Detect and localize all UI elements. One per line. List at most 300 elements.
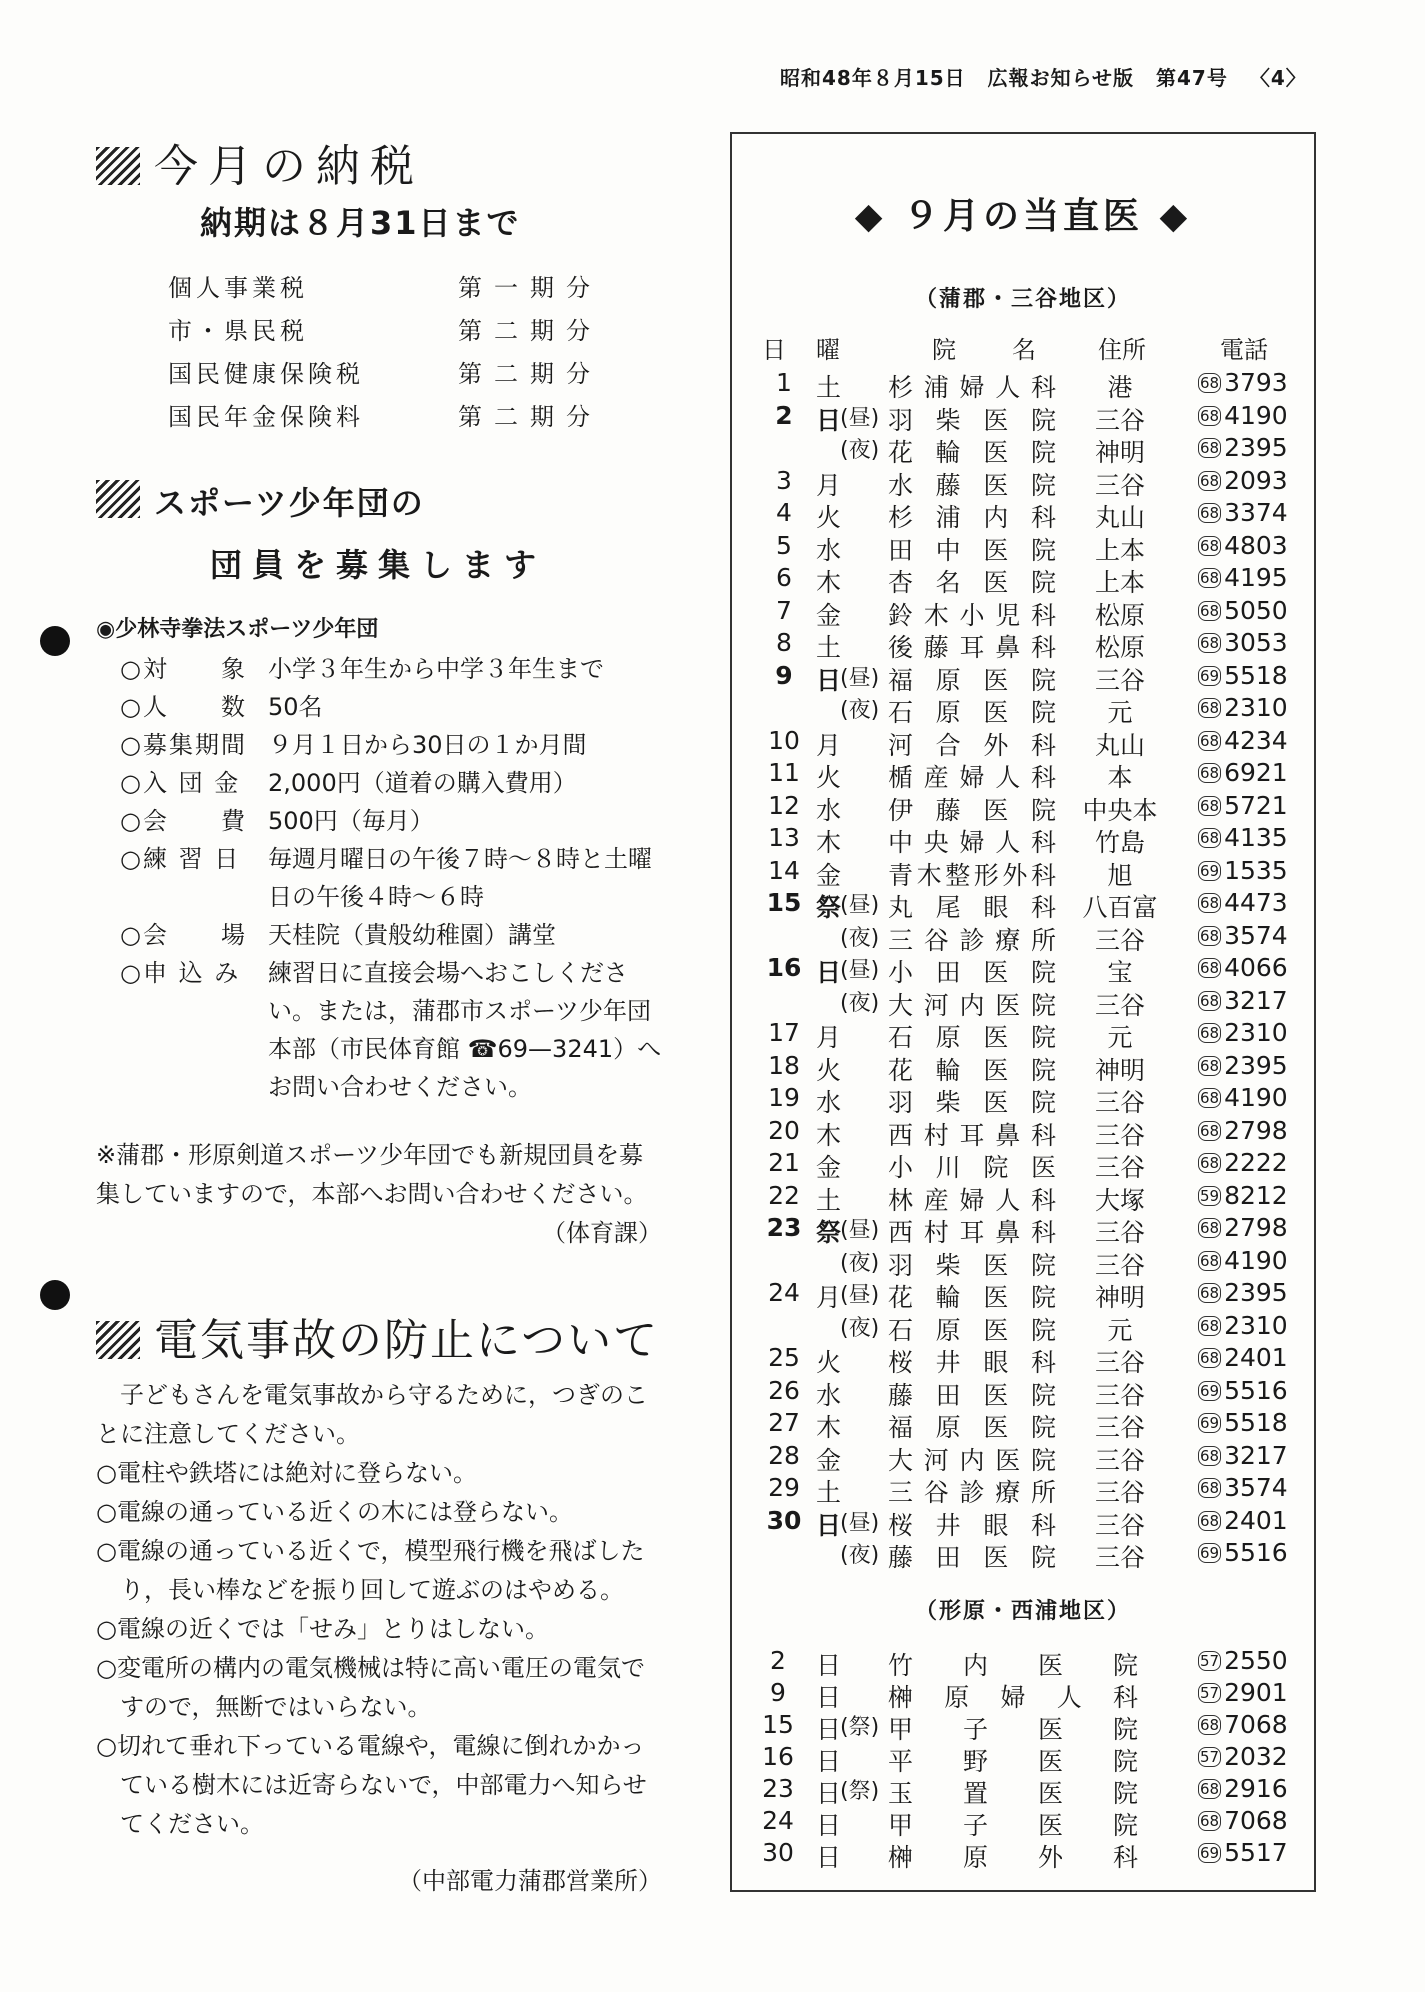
area-code: 68 [1200, 796, 1220, 815]
duty-phone [1198, 1473, 1288, 1502]
phone-number: 2032 [1224, 1742, 1288, 1771]
phone-number: 5516 [1224, 1375, 1288, 1405]
duty-row [732, 758, 1314, 791]
duty-shift: (昼) [840, 405, 880, 431]
info-line: 日の午後４時〜６時 [268, 883, 484, 911]
duty-address: 本 [1107, 763, 1133, 792]
duty-row [732, 1246, 1314, 1279]
info-value [268, 726, 587, 764]
phone-number: 7068 [1224, 1710, 1288, 1739]
area-code: 57 [1200, 1652, 1220, 1670]
phone-number: 3574 [1224, 1473, 1288, 1502]
area-code: 69 [1200, 1844, 1220, 1862]
info-value [268, 954, 661, 1106]
area-code: 68 [1200, 1219, 1220, 1237]
duty-day: 13 [768, 823, 800, 852]
duty-weekday: 月 [816, 1283, 842, 1312]
duty-phone [1198, 823, 1288, 852]
duty-weekday: 日 [816, 405, 842, 435]
duty-phone [1198, 1710, 1288, 1739]
info-key: ○会 費 [120, 807, 247, 835]
duty-weekday: 金 [816, 1445, 842, 1475]
area-code: 68 [1200, 991, 1220, 1010]
sports-section-title: スポーツ少年団の [96, 478, 425, 524]
edition-name: 広報お知らせ版 [987, 66, 1135, 90]
tax-item [168, 311, 602, 346]
duty-shift: (昼) [840, 665, 880, 691]
duty-weekday: 月 [816, 470, 842, 500]
phone-number: 8212 [1224, 1180, 1288, 1210]
phone-number: 4190 [1224, 1245, 1288, 1275]
phone-number: 5518 [1224, 660, 1288, 690]
duty-row [732, 1678, 1314, 1710]
info-line: 練習日に直接会場へおこしくださ [268, 959, 628, 987]
duty-clinic: 竹内医院 [888, 1651, 1138, 1680]
duty-clinic: 田中医院 [888, 535, 1056, 565]
duty-day: 2 [770, 1646, 786, 1675]
info-key: ○人 数 [120, 693, 247, 721]
duty-phone [1198, 1018, 1288, 1047]
duty-row [732, 1083, 1314, 1116]
duty-address: 三谷 [1094, 665, 1145, 695]
duty-day: 16 [766, 953, 802, 982]
duty-weekday: 水 [816, 1088, 842, 1117]
duty-clinic: 大河内医院 [888, 1445, 1056, 1475]
phone-number: 5517 [1224, 1838, 1288, 1867]
duty-clinic: 西村耳鼻科 [888, 1120, 1056, 1150]
duty-phone [1198, 596, 1288, 625]
duty-day: 29 [768, 1473, 800, 1502]
duty-row [732, 531, 1314, 564]
duty-day: 20 [768, 1115, 800, 1145]
duty-day: 2 [775, 400, 793, 430]
info-value [268, 764, 577, 802]
sports-subtitle: 団員を募集します [210, 546, 547, 584]
duty-clinic: 甲子医院 [888, 1811, 1138, 1840]
page-number: 〈4〉 [1249, 66, 1307, 90]
duty-shift: (夜) [840, 1543, 880, 1568]
duty-clinic: 小田医院 [888, 958, 1056, 987]
duty-day: 9 [770, 1678, 786, 1707]
duty-address: 八百富 [1082, 893, 1158, 922]
duty-weekday: 日 [816, 1683, 842, 1712]
area-code: 68 [1200, 1349, 1220, 1367]
duty-address: 竹島 [1094, 828, 1145, 857]
area-code: 68 [1200, 1511, 1220, 1530]
info-row [120, 802, 661, 840]
duty-row [732, 1441, 1314, 1474]
duty-phone [1198, 401, 1288, 430]
intro-line: とに注意してください。 [96, 1420, 360, 1448]
duty-row [732, 856, 1314, 889]
duty-phone [1198, 888, 1288, 917]
duty-row [732, 1506, 1314, 1539]
duty-row [732, 791, 1314, 824]
duty-address: 元 [1107, 698, 1133, 727]
duty-shift: (祭) [840, 1715, 880, 1740]
duty-weekday: 水 [816, 1380, 842, 1410]
phone-number: 4803 [1224, 530, 1288, 560]
duty-clinic: 花輪医院 [888, 1055, 1056, 1085]
duty-clinic: 榊原外科 [888, 1843, 1138, 1872]
caution-line: ○電線の通っている近くの木には登らない。 [96, 1498, 573, 1526]
duty-address: 丸山 [1094, 730, 1145, 760]
caution-line: すので，無断ではいらない。 [96, 1693, 432, 1721]
phone-number: 5721 [1224, 790, 1288, 820]
info-line: 本部（市民体育館 ☎69—3241）へ [268, 1035, 662, 1063]
duty-clinic: 鈴木小児科 [888, 600, 1056, 630]
area-code: 69 [1200, 666, 1220, 685]
duty-address: 中央本 [1082, 795, 1158, 825]
duty-phone [1198, 693, 1288, 722]
caution-line: ○電線の近くでは「せみ」とりはしない。 [96, 1615, 549, 1643]
info-row [120, 726, 661, 764]
area-code: 59 [1200, 1186, 1220, 1205]
phone-number: 4473 [1224, 888, 1288, 917]
duty-weekday: 日 [816, 1715, 842, 1744]
phone-number: 4135 [1224, 823, 1288, 852]
phone-number: 3217 [1224, 985, 1288, 1015]
info-value [268, 802, 434, 840]
duty-day: 15 [766, 888, 802, 917]
duty-clinic: 丸尾眼科 [888, 893, 1056, 922]
duty-clinic: 福原医院 [888, 665, 1056, 695]
duty-clinic: 青木整形外科 [888, 860, 1056, 890]
tax-period: 第二期分 [458, 403, 602, 431]
info-value [268, 840, 652, 916]
area-code: 69 [1200, 1544, 1220, 1562]
club-name: ◉少林寺拳法スポーツ少年団 [96, 617, 379, 642]
duty-clinic: 河合外科 [888, 730, 1056, 760]
phone-number: 2798 [1224, 1115, 1288, 1145]
duty-day: 24 [768, 1278, 800, 1307]
duty-address: 三谷 [1094, 1120, 1145, 1150]
duty-shift: (夜) [840, 438, 880, 463]
duty-clinic: 榊原婦人科 [888, 1683, 1138, 1712]
duty-day: 17 [768, 1018, 800, 1047]
duty-day: 9 [775, 660, 793, 690]
duty-clinic: 平野医院 [888, 1747, 1138, 1776]
duty-clinic: 西村耳鼻科 [888, 1218, 1056, 1247]
phone-number: 2395 [1224, 1278, 1288, 1307]
duty-weekday: 水 [816, 535, 842, 565]
duty-row [732, 1742, 1314, 1774]
duty-phone [1198, 1246, 1288, 1275]
duty-clinic: 玉置医院 [888, 1779, 1138, 1808]
duty-weekday: 火 [816, 503, 842, 532]
duty-row [732, 433, 1314, 466]
duty-weekday: 月 [816, 730, 842, 760]
duty-phone [1198, 466, 1288, 495]
duty-clinic: 杉浦内科 [888, 503, 1056, 532]
duty-day: 16 [762, 1742, 794, 1771]
duty-row [732, 1408, 1314, 1441]
duty-shift: (昼) [840, 1218, 880, 1243]
duty-table-2 [732, 1646, 1314, 1870]
duty-row [732, 1806, 1314, 1838]
duty-address: 宝 [1107, 958, 1133, 987]
duty-day: 8 [776, 628, 792, 657]
info-line: い。または，蒲郡市スポーツ少年団 [268, 997, 652, 1025]
duty-clinic: 花輪医院 [888, 438, 1056, 467]
area-code: 68 [1200, 634, 1220, 652]
duty-shift: (昼) [840, 1510, 880, 1536]
duty-clinic: 水藤医院 [888, 470, 1056, 500]
duty-clinic: 後藤耳鼻科 [888, 633, 1056, 662]
duty-day: 26 [768, 1375, 800, 1405]
duty-phone [1198, 531, 1288, 560]
info-row [120, 650, 661, 688]
info-key: ○会 場 [120, 921, 247, 949]
duty-address: 三谷 [1094, 1348, 1145, 1377]
area-code: 68 [1200, 894, 1220, 912]
note-line: 集していますので，本部へお問い合わせください。 [96, 1180, 648, 1208]
phone-number: 2093 [1224, 465, 1288, 495]
duty-shift: (夜) [840, 990, 880, 1016]
area-code: 68 [1200, 569, 1220, 587]
duty-phone [1198, 791, 1288, 820]
duty-address: 元 [1107, 1023, 1133, 1052]
info-line: 500円（毎月） [268, 807, 434, 835]
duty-row [732, 1051, 1314, 1084]
duty-phone [1198, 1678, 1288, 1707]
duty-weekday: 祭 [816, 893, 842, 922]
area-code: 68 [1200, 1812, 1220, 1830]
duty-phone [1198, 1116, 1288, 1145]
info-line: ９月１日から30日の１か月間 [268, 731, 587, 759]
duty-phone [1198, 1838, 1288, 1867]
area-code: 68 [1200, 731, 1220, 750]
duty-day: 30 [766, 1505, 802, 1535]
duty-phone [1198, 1506, 1288, 1535]
info-line: 毎週月曜日の午後７時〜８時と土曜 [268, 845, 652, 873]
caution-line: ○切れて垂れ下っている電線や，電線に倒れかかっ [96, 1732, 645, 1760]
phone-number: 4195 [1224, 563, 1288, 592]
info-value [268, 650, 604, 688]
info-key: ○募集期間 [120, 731, 247, 759]
duty-phone [1198, 1278, 1288, 1307]
tax-item [168, 354, 602, 389]
duty-weekday: 金 [816, 860, 842, 890]
duty-day: 25 [768, 1343, 800, 1372]
info-key: ○申 込 み [120, 959, 241, 987]
duty-phone [1198, 726, 1288, 755]
info-value [268, 688, 323, 726]
intro-line: 子どもさんを電気事故から守るために，つぎのこ [120, 1381, 648, 1409]
info-line: 2,000円（道着の購入費用） [268, 769, 577, 797]
area-code: 68 [1200, 764, 1220, 782]
duty-address: 上本 [1094, 535, 1145, 565]
hatch-icon [96, 480, 140, 518]
area-code: 68 [1200, 1154, 1220, 1172]
duty-address: 三谷 [1094, 1218, 1145, 1247]
duty-clinic: 桜井眼科 [888, 1348, 1056, 1377]
area-code: 68 [1200, 1479, 1220, 1497]
duty-clinic: 甲子医院 [888, 1715, 1138, 1744]
duty-weekday: 木 [816, 1413, 842, 1442]
bullet-mark [40, 1280, 70, 1310]
duty-day: 27 [768, 1408, 800, 1437]
phone-number: 7068 [1224, 1806, 1288, 1835]
duty-weekday: 日 [816, 1843, 842, 1872]
duty-weekday: 土 [816, 1185, 842, 1215]
duty-clinic: 大河内医院 [888, 990, 1056, 1020]
duty-address: 三谷 [1094, 1510, 1145, 1540]
caution-line: ○電柱や鉄塔には絶対に登らない。 [96, 1459, 477, 1487]
tax-period: 第二期分 [458, 317, 602, 345]
duty-row [732, 986, 1314, 1019]
area-code: 68 [1200, 1251, 1220, 1270]
duty-row [732, 888, 1314, 921]
caution-line: ○電線の通っている近くで，模型飛行機を飛ばした [96, 1537, 645, 1565]
duty-shift: (夜) [840, 925, 880, 951]
duty-clinic: 藤田医院 [888, 1543, 1056, 1572]
duty-clinic: 三谷診療所 [888, 1478, 1056, 1507]
caution-line: ○変電所の構内の電気機械は特に高い電圧の電気で [96, 1654, 645, 1682]
duty-row [732, 823, 1314, 856]
area-code: 68 [1200, 1121, 1220, 1140]
duty-phone [1198, 498, 1288, 527]
area-code: 69 [1200, 1381, 1220, 1400]
duty-day: 21 [768, 1148, 800, 1177]
hatch-icon [96, 1321, 140, 1359]
area-code: 57 [1200, 1748, 1220, 1766]
duty-address: 三谷 [1094, 405, 1145, 435]
duty-clinic: 藤田医院 [888, 1380, 1056, 1410]
duty-row [732, 1148, 1314, 1181]
duty-phone [1198, 563, 1288, 592]
tax-name: 個人事業税 [168, 274, 308, 302]
duty-row [732, 921, 1314, 954]
duty-address: 丸山 [1094, 503, 1145, 532]
duty-weekday: 火 [816, 1348, 842, 1377]
duty-weekday: 日 [816, 1811, 842, 1840]
duty-phone [1198, 1376, 1288, 1405]
duty-phone [1198, 1646, 1288, 1675]
duty-address: 神明 [1094, 1283, 1145, 1312]
area-code: 68 [1200, 406, 1220, 425]
duty-day: 11 [768, 758, 800, 787]
phone-number: 2901 [1224, 1678, 1288, 1707]
info-line: 天桂院（貴般幼稚園）講堂 [268, 921, 556, 949]
duty-row [732, 1376, 1314, 1409]
sports-source: （体育課） [542, 1219, 662, 1247]
area-code: 68 [1200, 1024, 1220, 1042]
duty-day: 1 [776, 368, 792, 397]
phone-number: 3053 [1224, 628, 1288, 657]
area-code: 57 [1200, 1684, 1220, 1702]
phone-number: 5516 [1224, 1538, 1288, 1567]
duty-clinic: 杉浦婦人科 [888, 373, 1056, 402]
phone-number: 2401 [1224, 1343, 1288, 1372]
tax-period: 第二期分 [458, 360, 602, 388]
duty-clinic: 石原医院 [888, 698, 1056, 727]
duty-day: 4 [776, 498, 792, 527]
duty-weekday: 日 [816, 1779, 842, 1808]
duty-doctors-title: ◆ ９月の当直医 ◆ [854, 196, 1192, 237]
duty-address: 神明 [1094, 1055, 1145, 1085]
duty-phone [1198, 1311, 1288, 1340]
duty-phone [1198, 921, 1288, 950]
duty-weekday: 金 [816, 1153, 842, 1182]
area-code: 68 [1200, 1716, 1220, 1734]
duty-address: 大塚 [1094, 1185, 1145, 1215]
duty-address: 三谷 [1094, 1250, 1145, 1280]
duty-weekday: 日 [816, 958, 842, 987]
duty-row [732, 563, 1314, 596]
district-katahara-nishiura: （形原・西浦地区） [914, 1599, 1131, 1624]
duty-phone [1198, 1213, 1288, 1242]
col-address: 住所 [1098, 336, 1146, 364]
duty-phone [1198, 1051, 1288, 1080]
duty-shift: (昼) [840, 1283, 880, 1308]
phone-number: 5050 [1224, 595, 1288, 625]
duty-row [732, 1343, 1314, 1376]
info-key: ○対 象 [120, 655, 247, 683]
duty-day: 22 [768, 1180, 800, 1210]
duty-row [732, 498, 1314, 531]
phone-number: 2395 [1224, 1050, 1288, 1080]
hatch-icon [96, 147, 140, 185]
tax-item [168, 268, 602, 303]
duty-weekday: 土 [816, 1478, 842, 1507]
duty-address: 三谷 [1094, 1153, 1145, 1182]
duty-clinic: 福原医院 [888, 1413, 1056, 1442]
duty-phone [1198, 368, 1288, 397]
duty-row [732, 401, 1314, 434]
caution-line: ている樹木には近寄らないで，中部電力へ知らせ [96, 1771, 647, 1799]
duty-row [732, 1116, 1314, 1149]
area-code: 68 [1200, 536, 1220, 555]
info-row [120, 688, 661, 726]
district-gamagori-miya: （蒲郡・三谷地区） [914, 287, 1131, 312]
duty-day: 12 [768, 790, 800, 820]
duty-day: 19 [768, 1083, 800, 1112]
col-phone: 電話 [1220, 336, 1268, 364]
duty-address: 三谷 [1094, 1088, 1145, 1117]
caution-line: り，長い棒などを振り回して遊ぶのはやめる。 [96, 1576, 624, 1604]
phone-number: 3374 [1224, 498, 1288, 527]
duty-address: 三谷 [1094, 1445, 1145, 1475]
duty-day: 7 [776, 595, 792, 625]
phone-number: 2798 [1224, 1213, 1288, 1242]
phone-number: 2401 [1224, 1505, 1288, 1535]
duty-row [732, 1646, 1314, 1678]
area-code: 68 [1200, 1284, 1220, 1302]
info-row [120, 840, 661, 916]
phone-number: 5518 [1224, 1408, 1288, 1437]
duty-address: 三谷 [1094, 1380, 1145, 1410]
area-code: 68 [1200, 1056, 1220, 1075]
area-code: 68 [1200, 504, 1220, 522]
duty-weekday: 木 [816, 828, 842, 857]
phone-number: 1535 [1224, 855, 1288, 885]
col-weekday: 曜 [816, 336, 840, 364]
duty-phone [1198, 661, 1288, 690]
duty-day: 18 [768, 1050, 800, 1080]
electric-body [96, 1376, 648, 1844]
phone-number: 2222 [1224, 1148, 1288, 1177]
info-line: 50名 [268, 693, 323, 721]
issue-date: 昭和48年８月15日 [780, 66, 966, 90]
duty-table-1 [732, 368, 1314, 1571]
col-day: 日 [762, 336, 786, 364]
duty-address: 港 [1107, 373, 1133, 402]
duty-row [732, 726, 1314, 759]
info-row [120, 916, 661, 954]
phone-number: 3574 [1224, 920, 1288, 950]
electric-section-title: 電気事故の防止について [96, 1304, 659, 1368]
